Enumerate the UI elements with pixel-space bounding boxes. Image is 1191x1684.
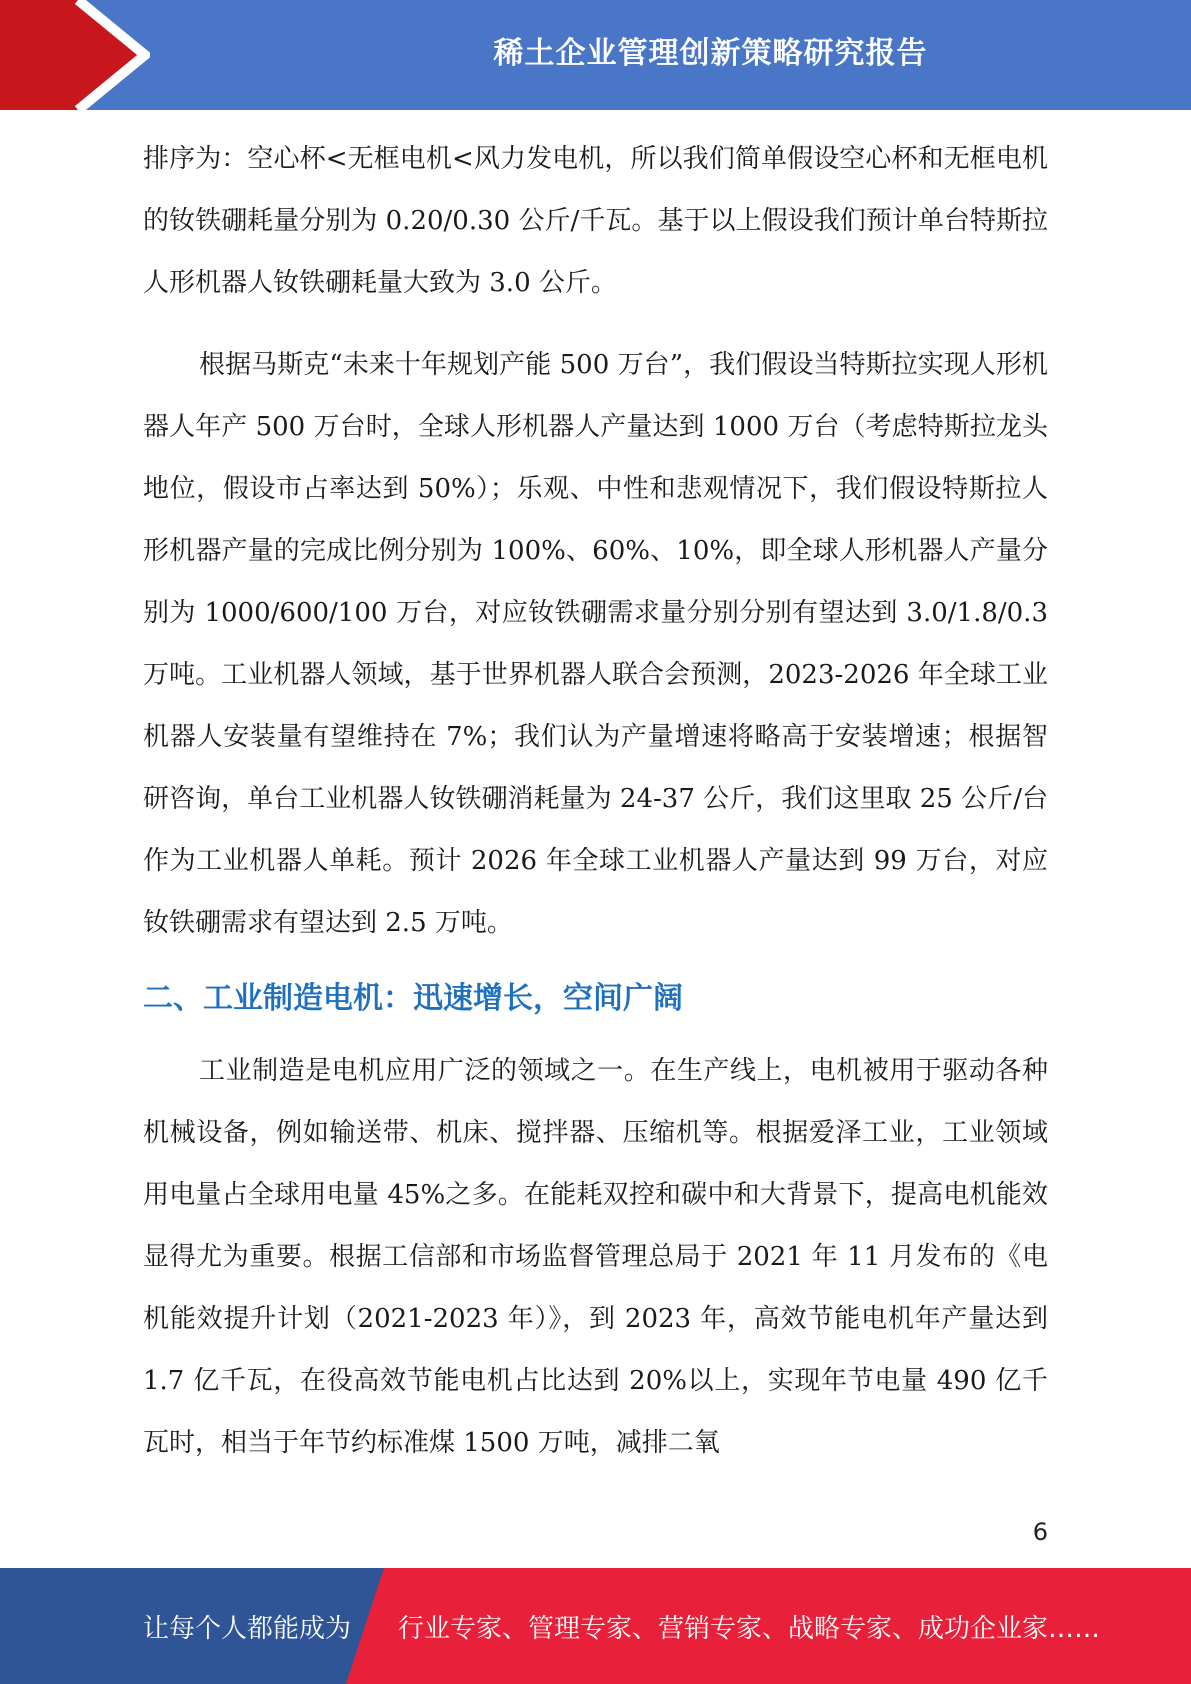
section-heading: 二、工业制造电机：迅速增长，空间广阔 xyxy=(143,981,683,1016)
page-footer xyxy=(0,1568,1191,1684)
header-arrow-decoration xyxy=(0,0,150,110)
paragraph-3: 工业制造是电机应用广泛的领域之一。在生产线上，电机被用于驱动各种机械设备，例如输送带、机床、搅拌器、压缩机等。根据爱泽工业，工业领域用电量占全球用电量 45%之多。在能耗双控和碳中和大背景下，提高电机能效显得尤为重要。根据工信部和市场监督管理总局于 2021 年 11 月发布的《电机能效提升计划（2021-2023 年）》，到 2023 年，高效节能电机年产量达到 1.7 亿千瓦，在役高效节能电机占比达到 20%以上，实现年节电量 490 亿千瓦时，相当于年节约标准煤 1500 万吨，减排二氧 xyxy=(143,1056,1048,1458)
report-title: 稀土企业管理创新策略研究报告 xyxy=(493,36,928,71)
document-body xyxy=(143,128,1048,1474)
page-number: 6 xyxy=(1032,1518,1048,1546)
page-header xyxy=(0,0,1191,110)
paragraph-1: 排序为：空心杯<无框电机<风力发电机，所以我们简单假设空心杯和无框电机的钕铁硼耗量分别为 0.20/0.30 公斤/千瓦。基于以上假设我们预计单台特斯拉人形机器人钕铁硼耗量大致为 3.0 公斤。 xyxy=(143,144,1048,298)
paragraph-2: 根据马斯克“未来十年规划产能 500 万台”，我们假设当特斯拉实现人形机器人年产 500 万台时，全球人形机器人产量达到 1000 万台（考虑特斯拉龙头地位，假设市占率达到 50%）；乐观、中性和悲观情况下，我们假设特斯拉人形机器产量的完成比例分别为 100%、60%、10%，即全球人形机器人产量分别为 1000/600/100 万台，对应钕铁硼需求量分别分别有望达到 3.0/1.8/0.3 万吨。工业机器人领域，基于世界机器人联合会预测，2023-2026 年全球工业机器人安装量有望维持在 7%；我们认为产量增速将略高于安装增速；根据智研咨询，单台工业机器人钕铁硼消耗量为 24-37 公斤，我们这里取 25 公斤/台作为工业机器人单耗。预计 2026 年全球工业机器人产量达到 99 万台，对应钕铁硼需求有望达到 2.5 万吨。 xyxy=(143,350,1048,938)
footer-slogan-left: 让每个人都能成为 xyxy=(143,1613,352,1644)
footer-slogan-right: 行业专家、管理专家、营销专家、战略专家、成功企业家…… xyxy=(398,1613,1101,1644)
